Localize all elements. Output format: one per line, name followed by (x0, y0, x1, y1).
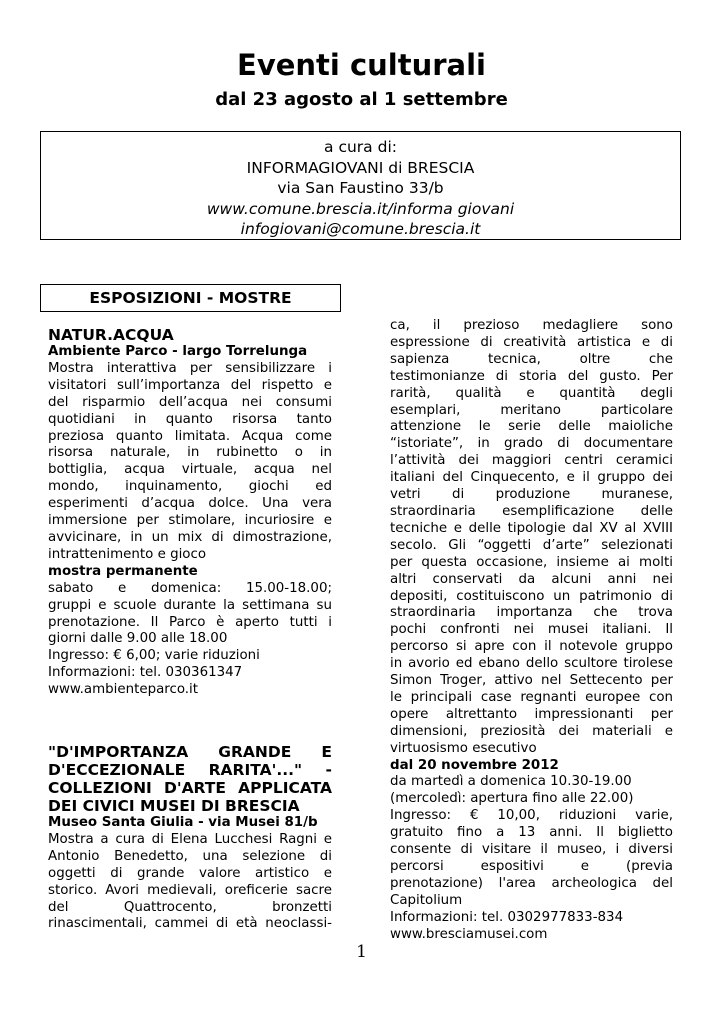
event-2-desc-line: Simon Troger, attivo nel Settecento per (390, 673, 673, 689)
event-2-website-link[interactable]: www.bresciamusei.com (390, 926, 548, 942)
event-1-phone: Informazioni: tel. 030361347 (48, 665, 243, 681)
event-2-desc-line: virtuosismo esecutivo (390, 740, 537, 756)
event-1-desc-line: bottiglia, acqua virtuale, acqua nel (48, 462, 332, 478)
event-2-desc-line: espressione di creatività artistica e di (390, 334, 673, 350)
event-1-desc-line: immersione per stimolare, incuriosire e (48, 513, 332, 529)
event-2-desc-line: Mostra a cura di Elena Lucchesi Ragni e (48, 831, 332, 847)
right-column (390, 318, 673, 944)
event-2-info-line: prenotazione) l'area archeologica del (390, 875, 673, 891)
event-2-desc-line: testimonianze di storia del gusto. Per (390, 368, 673, 384)
event-1-desc-line: mondo, inquinamento, giochi ed (48, 479, 332, 495)
event-2-desc-line: vetri di produzione muranese, (390, 487, 673, 503)
event-1-desc-line: avvicinare, in un mix di dimostrazione, (48, 529, 332, 545)
event-2-desc-line: rarità, qualità e quantità degli (390, 385, 673, 401)
event-2-title-line: "D'IMPORTANZA GRANDE E (48, 743, 332, 762)
event-1-price: Ingresso: € 6,00; varie riduzioni (48, 648, 260, 664)
event-2-phone: Informazioni: tel. 0302977833-834 (390, 909, 624, 925)
event-2-desc-line: del Quattrocento, bronzetti (48, 899, 332, 915)
page-subtitle: dal 23 agosto al 1 settembre (215, 89, 508, 110)
event-2-desc-line: oggetti di grande valore artistico e (48, 865, 332, 881)
event-2-info-line: consente di visitare il museo, i diversi (390, 842, 673, 858)
event-1-desc-line: visitatori sull’importanza del rispetto e (48, 377, 332, 393)
event-2-info-line: gratuito fino a 13 anni. Il biglietto (390, 825, 673, 841)
curator-name: INFORMAGIOVANI di BRESCIA (246, 158, 475, 177)
event-2-desc-line: ca, il prezioso medagliere sono (390, 318, 673, 333)
event-1-hours-line: prenotazione. Il Parco è aperto tutti i (48, 614, 332, 630)
event-1-desc-line: risorsa naturale, in rubinetto o in (48, 445, 332, 461)
event-2-desc-line: dimensioni, preziosità dei materiali e (390, 723, 673, 739)
event-1-hours-line: gruppi e scuole durante la settimana su (48, 597, 332, 613)
event-2-desc-line: Antonio Benedetto, una selezione di (48, 848, 332, 864)
event-1-date: mostra permanente (48, 563, 198, 579)
event-2-desc-line: depositi, costituiscono un patrimonio di (390, 588, 673, 604)
event-2-info-line: Ingresso: € 10,00, riduzioni varie, (390, 808, 673, 824)
event-2-desc-line: opere altrettanto impressionanti per (390, 706, 673, 722)
event-2-title-line: COLLEZIONI D'ARTE APPLICATA (48, 779, 332, 798)
event-2-desc-line: italiani del Cinquecento, e il gruppo dei (390, 470, 673, 486)
event-2-venue: Museo Santa Giulia - via Musei 81/b (48, 815, 318, 831)
curator-email-link[interactable]: infogiovani@comune.brescia.it (240, 220, 481, 238)
event-2-title-line: DEI CIVICI MUSEI DI BRESCIA (48, 797, 300, 816)
event-1-desc-line: esperimenti d’acqua dolce. Una vera (48, 496, 332, 512)
event-2 (48, 743, 332, 933)
event-2-desc-line: pochi confronti nei musei italiani. Il (390, 622, 673, 638)
event-2-desc-line: straordinaria esemplificazione delle (390, 503, 673, 519)
event-2-hours-line: (mercoledì: apertura fino alle 22.00) (390, 791, 634, 807)
event-1-hours-line: sabato e domenica: 15.00-18.00; (48, 580, 332, 596)
event-1-title: NATUR.ACQUA (48, 326, 174, 344)
event-2-date: dal 20 novembre 2012 (390, 757, 559, 773)
page-title: Eventi culturali (237, 48, 486, 82)
event-1-website-link[interactable]: www.ambienteparco.it (48, 682, 199, 698)
event-1-desc-line: preziosa quanto limitata. Acqua come (48, 428, 332, 444)
event-2-desc-line: percorso si apre con il notevole gruppo (390, 639, 673, 655)
curator-address: via San Faustino 33/b (277, 179, 444, 197)
section-heading: ESPOSIZIONI - MOSTRE (40, 284, 341, 312)
event-1-desc-line: Mostra interattiva per sensibilizzare i (48, 360, 332, 376)
event-1-hours-line: giorni dalle 9.00 alle 18.00 (48, 631, 228, 647)
left-column (48, 326, 332, 933)
event-1-desc-line: intrattenimento e gioco (48, 546, 207, 562)
page-number: 1 (356, 942, 367, 962)
event-2-desc-line: rinascimentali, cammei di età neoclassi- (48, 916, 332, 932)
event-1-desc-line: del risparmio dell’acqua nei consumi (48, 394, 332, 410)
event-1-venue: Ambiente Parco - largo Torrelunga (48, 344, 308, 359)
event-2-info-line: Capitolium (390, 892, 463, 908)
event-2-desc-line: per questa occasione, insieme ai molti (390, 554, 673, 570)
event-1-desc-line: quotidiani in quanto risorsa tanto (48, 411, 332, 427)
event-2-desc-line: “istoriate”, in grado di documentare (390, 436, 673, 452)
event-2-desc-line: tecniche e delle tipologie dal XV al XVIII (390, 520, 673, 536)
event-2-desc-line: straordinaria importanza che trova (390, 605, 673, 621)
event-2-title-line: D'ECCEZIONALE RARITA'..." - (48, 761, 332, 780)
curator-website-link[interactable]: www.comune.brescia.it/informa giovani (206, 199, 515, 218)
event-2-desc-line: in avorio ed ebano dello scultore tirolese (390, 656, 673, 672)
event-2-info-line: percorsi espositivi e (previa (390, 859, 673, 874)
event-2-desc-line: esemplari, meritano particolare (390, 402, 673, 418)
event-2-desc-line: altri conservati da alcuni anni nei (390, 571, 673, 587)
curator-label: a cura di: (324, 138, 397, 156)
event-2-desc-line: storico. Avori medievali, oreficerie sacre (48, 882, 332, 898)
event-1 (48, 326, 332, 699)
event-2-desc-line: sapienza tecnica, oltre che (390, 351, 673, 367)
event-2-desc-line: l’attività dei maggiori centri ceramici (390, 453, 673, 469)
event-2-desc-line: secolo. Gli “oggetti d’arte” selezionati (390, 537, 673, 553)
curator-box (40, 131, 681, 240)
event-2-desc-line: le principali case regnanti europee con (390, 689, 673, 705)
event-2-desc-line: attenzione le serie delle maioliche (390, 419, 673, 435)
event-2-hours-line: da martedì a domenica 10.30-19.00 (390, 774, 632, 790)
